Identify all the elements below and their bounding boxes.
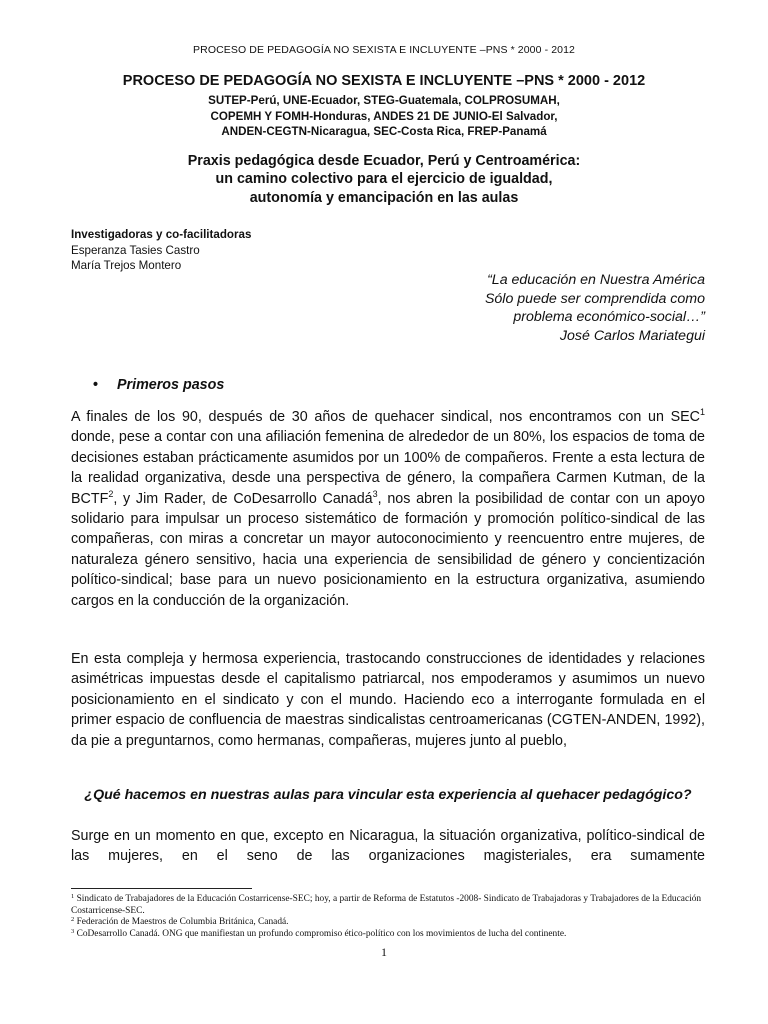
- researcher-name: María Trejos Montero: [71, 259, 182, 272]
- subtitle-line: autonomía y emancipación en las aulas: [249, 189, 519, 206]
- footnotes: [71, 894, 711, 940]
- paragraph-text: , nos abren la posibilidad de contar con un apoyo solidario para impulsar un proceso sistemático de formación y promoción político-sindical de las compañeras, con miras a concretar un mayor autoconocimiento y reencuentro entre mujeres, de naturaleza género sensitivo, hacia una experiencia de sensibilidad de género y concientización político-sindical; base para un nuevo posicionamiento en la estructura organizativa, asumiendo cargos en la conducción de la organización.: [71, 490, 705, 609]
- epigraph-line: “La educación en Nuestra América: [487, 272, 705, 288]
- organizations-line: SUTEP-Perú, UNE-Ecuador, STEG-Guatemala, COLPROSUMAH,: [208, 94, 560, 107]
- researchers-block: [71, 227, 471, 274]
- subtitle-line: Praxis pedagógica desde Ecuador, Perú y Centroamérica:: [187, 153, 581, 169]
- footnote-ref-3[interactable]: 3: [372, 488, 378, 499]
- researcher-name: Esperanza Tasies Castro: [71, 243, 200, 257]
- epigraph-quote: [305, 271, 705, 345]
- paragraph-text: , y Jim Rader, de CoDesarrollo Canadá: [113, 490, 373, 507]
- footnote-item: [71, 894, 711, 917]
- organizations-list: [0, 93, 768, 140]
- footnote-mark: 2: [71, 916, 75, 923]
- researchers-heading: Investigadoras y co-facilitadoras: [71, 228, 252, 241]
- footnote-mark: 1: [71, 893, 75, 900]
- section-title: Primeros pasos: [117, 377, 225, 393]
- footnote-item: [71, 917, 711, 929]
- epigraph-author: José Carlos Mariategui: [559, 327, 705, 344]
- paragraph-text: donde, pese a contar con una afiliación femenina de alrededor de un 80%, los espacios de toma de decisiones estaban prácticamente asumidos por un 100% de compañeros. Frente a esta lectura de la realidad organizativa, desde una perspectiva de género, la compañera Carmen Kutman, de la BCTF: [71, 429, 705, 507]
- footnote-mark: 3: [71, 927, 75, 935]
- footnote-text: Federación de Maestros de Columbia Británica, Canadá.: [74, 917, 289, 927]
- page-number: 1: [381, 945, 387, 959]
- organizations-line: COPEMH Y FOMH-Honduras, ANDES 21 DE JUNIO-El Salvador,: [210, 109, 558, 123]
- subtitle-line: un camino colectivo para el ejercicio de igualdad,: [215, 171, 553, 188]
- section-heading: [93, 377, 224, 393]
- body-paragraph-3: Surge en un momento en que, excepto en Nicaragua, la situación organizativa, político-sindical de las mujeres, en el seno de las organizaciones magisteriales, era sumamente: [71, 828, 705, 865]
- footnote-divider: [71, 888, 252, 889]
- footnote-ref-2[interactable]: 2: [108, 488, 114, 499]
- footnote-ref-1[interactable]: 1: [699, 407, 705, 417]
- footnote-text: CoDesarrollo Canadá. ONG que manifiestan un profundo compromiso ético-político con los movimientos de lucha del continente.: [74, 928, 567, 939]
- footnote-item: [71, 929, 711, 941]
- body-paragraph-2: En esta compleja y hermosa experiencia, trastocando construcciones de identidades y relaciones asimétricas impuestas desde el capitalismo patriarcal, nos empoderamos y asumimos un nuevo posicionamiento en el sindicato y con el mundo. Haciendo eco a interrogante formulada en el primer espacio de confluencia de maestras sindicalistas centroamericanas (CGTEN-ANDEN, 1992), da pie a preguntarnos, como hermanas, compañeras, mujeres junto al pueblo,: [71, 651, 705, 749]
- paragraph-text: A finales de los 90, después de 30 años de quehacer sindical, nos encontramos con un SEC: [71, 409, 700, 425]
- guiding-question: ¿Qué hacemos en nuestras aulas para vincular esta experiencia al quehacer pedagógico?: [84, 787, 692, 803]
- body-paragraph-1: [71, 407, 705, 611]
- footnote-text: Sindicato de Trabajadores de la Educación Costarricense-SEC; hoy, a partir de Reforma de Estatutos -2008- Sindicato de Trabajadoras y Trabajadores de la Educación Costarricense-SEC.: [71, 894, 702, 916]
- running-header: PROCESO DE PEDAGOGÍA NO SEXISTA E INCLUYENTE –PNS * 2000 - 2012: [193, 44, 575, 56]
- epigraph-line: Sólo puede ser comprendida como: [484, 290, 705, 307]
- organizations-line: ANDEN-CEGTN-Nicaragua, SEC-Costa Rica, FREP-Panamá: [221, 125, 547, 138]
- bullet-icon: •: [93, 377, 99, 393]
- document-title: PROCESO DE PEDAGOGÍA NO SEXISTA E INCLUYENTE –PNS * 2000 - 2012: [122, 73, 646, 89]
- epigraph-line: problema económico-social…”: [513, 309, 705, 326]
- document-subtitle: [0, 152, 768, 207]
